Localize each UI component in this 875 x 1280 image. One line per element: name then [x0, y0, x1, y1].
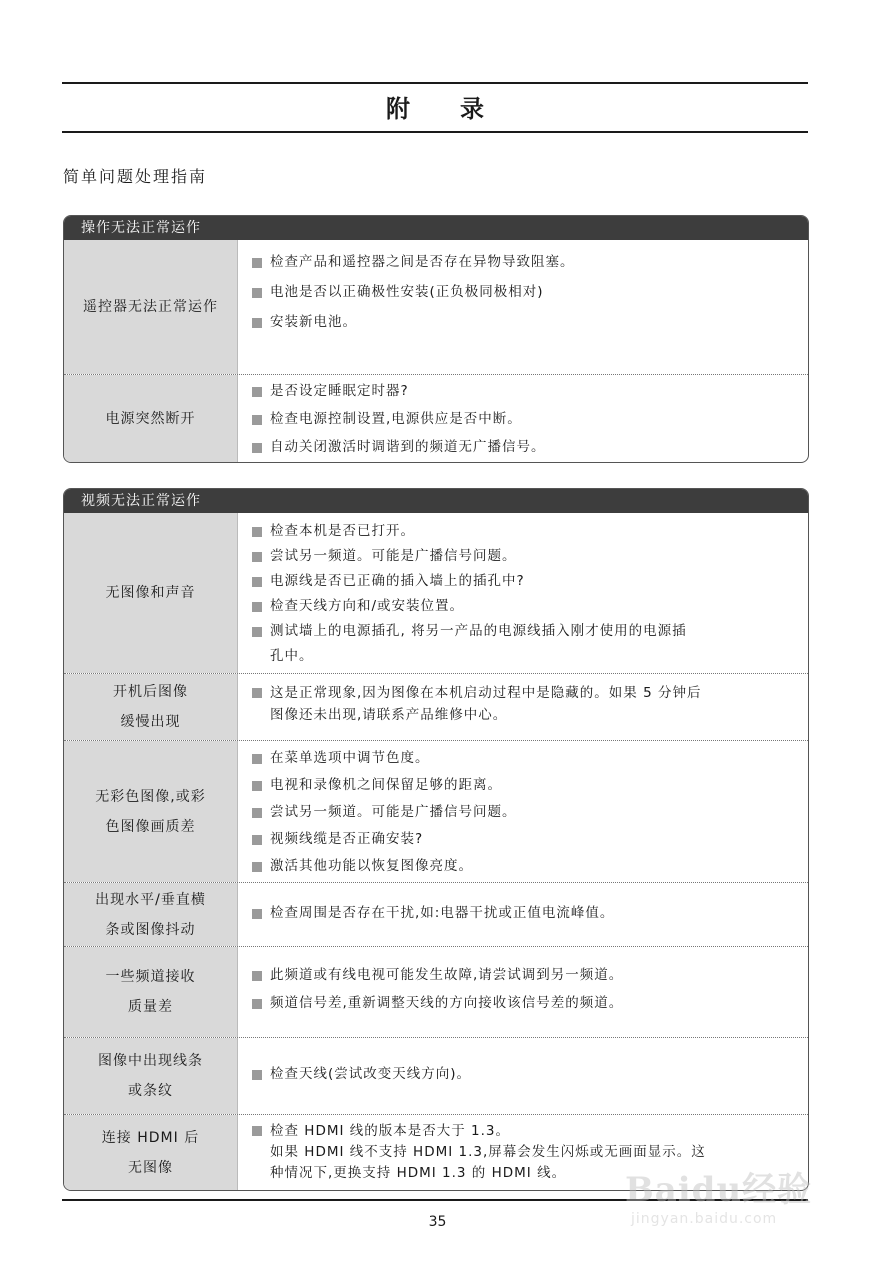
list-item: 这是正常现象,因为图像在本机启动过程中是隐藏的。如果 5 分钟后 图像还未出现,请联系产品维修中心。	[252, 682, 788, 726]
panel-video	[63, 488, 809, 1191]
list-item: 检查本机是否已打开。	[252, 519, 788, 544]
square-bullet-icon	[252, 415, 262, 425]
solution-list	[238, 240, 808, 374]
list-item: 激活其他功能以恢复图像亮度。	[252, 854, 788, 879]
list-item: 检查 HDMI 线的版本是否大于 1.3。 如果 HDMI 线不支持 HDMI 1.3,屏幕会发生闪烁或无画面显示。这 种情况下,更换支持 HDMI 1.3 的 HDMI 线。	[252, 1121, 788, 1184]
problem-label: 无图像和声音	[64, 513, 238, 673]
problem-label: 一些频道接收 质量差	[64, 947, 238, 1037]
square-bullet-icon	[252, 602, 262, 612]
table-row	[64, 946, 808, 1037]
page-number: 35	[428, 1214, 447, 1230]
list-item: 尝试另一频道。可能是广播信号问题。	[252, 800, 788, 825]
solution-list	[238, 741, 808, 882]
problem-label: 开机后图像 缓慢出现	[64, 674, 238, 740]
table-row	[64, 513, 808, 673]
solution-list	[238, 375, 808, 462]
list-item: 此频道或有线电视可能发生故障,请尝试调到另一频道。	[252, 963, 788, 988]
problem-label: 出现水平/垂直横 条或图像抖动	[64, 883, 238, 946]
list-item: 电视和录像机之间保留足够的距离。	[252, 773, 788, 798]
list-item: 视频线缆是否正确安装?	[252, 827, 788, 852]
square-bullet-icon	[252, 1126, 262, 1136]
square-bullet-icon	[252, 808, 262, 818]
panel-header: 视频无法正常运作	[64, 489, 808, 513]
solution-list	[238, 1038, 808, 1114]
panel-header: 操作无法正常运作	[64, 216, 808, 240]
list-item: 检查周围是否存在干扰,如:电器干扰或正值电流峰值。	[252, 901, 788, 926]
problem-label: 连接 HDMI 后 无图像	[64, 1115, 238, 1190]
square-bullet-icon	[252, 443, 262, 453]
table-row	[64, 1037, 808, 1114]
square-bullet-icon	[252, 318, 262, 328]
problem-label: 图像中出现线条 或条纹	[64, 1038, 238, 1114]
square-bullet-icon	[252, 754, 262, 764]
square-bullet-icon	[252, 552, 262, 562]
square-bullet-icon	[252, 387, 262, 397]
list-item: 在菜单选项中调节色度。	[252, 746, 788, 771]
solution-list	[238, 883, 808, 946]
problem-label: 无彩色图像,或彩 色图像画质差	[64, 741, 238, 882]
list-item: 测试墙上的电源插孔, 将另一产品的电源线插入刚才使用的电源插 孔中。	[252, 619, 788, 669]
title-underline	[62, 131, 808, 133]
square-bullet-icon	[252, 688, 262, 698]
list-item: 自动关闭激活时调谐到的频道无广播信号。	[252, 435, 788, 460]
panel-operation	[63, 215, 809, 463]
solution-list	[238, 674, 808, 740]
square-bullet-icon	[252, 627, 262, 637]
list-item: 检查产品和遥控器之间是否存在异物导致阻塞。	[252, 250, 788, 275]
square-bullet-icon	[252, 288, 262, 298]
table-row	[64, 673, 808, 740]
problem-label: 电源突然断开	[64, 375, 238, 462]
page-title: 附录	[386, 95, 534, 123]
square-bullet-icon	[252, 909, 262, 919]
square-bullet-icon	[252, 1070, 262, 1080]
table-row	[64, 882, 808, 946]
square-bullet-icon	[252, 971, 262, 981]
square-bullet-icon	[252, 258, 262, 268]
watermark	[625, 1162, 845, 1242]
list-item: 尝试另一频道。可能是广播信号问题。	[252, 544, 788, 569]
list-item: 电源线是否已正确的插入墙上的插孔中?	[252, 569, 788, 594]
list-item: 检查电源控制设置,电源供应是否中断。	[252, 407, 788, 432]
list-item: 检查天线方向和/或安装位置。	[252, 594, 788, 619]
square-bullet-icon	[252, 835, 262, 845]
watermark-logo: Baidu经验	[625, 1170, 813, 1210]
list-item: 频道信号差,重新调整天线的方向接收该信号差的频道。	[252, 991, 788, 1016]
table-row	[64, 374, 808, 462]
square-bullet-icon	[252, 527, 262, 537]
solution-list	[238, 513, 808, 673]
list-item: 检查天线(尝试改变天线方向)。	[252, 1062, 788, 1087]
watermark-url: jingyan.baidu.com	[631, 1211, 778, 1227]
list-item: 安装新电池。	[252, 310, 788, 335]
list-item: 是否设定睡眠定时器?	[252, 379, 788, 404]
problem-label: 遥控器无法正常运作	[64, 240, 238, 374]
square-bullet-icon	[252, 781, 262, 791]
section-subtitle: 简单问题处理指南	[63, 167, 208, 186]
table-row	[64, 740, 808, 882]
square-bullet-icon	[252, 577, 262, 587]
square-bullet-icon	[252, 862, 262, 872]
top-rule	[62, 82, 808, 84]
list-item: 电池是否以正确极性安装(正负极同极相对)	[252, 280, 788, 305]
square-bullet-icon	[252, 999, 262, 1009]
solution-list	[238, 947, 808, 1037]
table-row	[64, 240, 808, 374]
